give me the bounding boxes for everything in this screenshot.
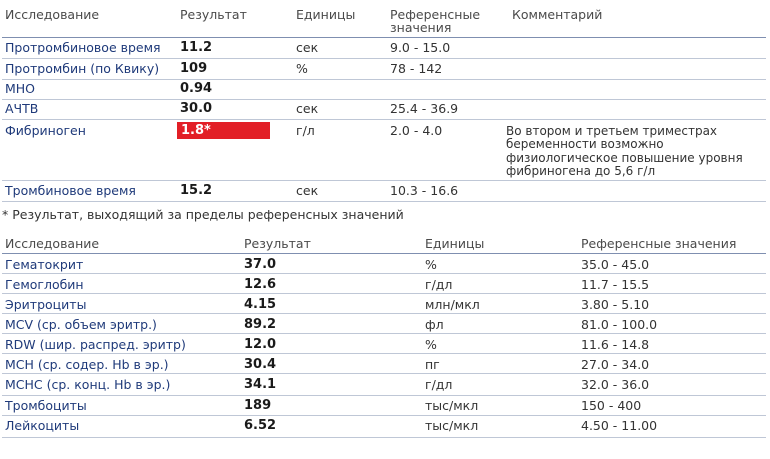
coag-row-divider	[2, 99, 766, 100]
blood-row-name: Эритроциты	[5, 297, 87, 312]
coag-row-ref: 25.4 - 36.9	[390, 101, 459, 116]
coag-comment-line: физиологическое повышение уровня	[506, 151, 743, 165]
coag-row-unit: г/л	[296, 123, 315, 138]
coag-header-ref-line2: значения	[390, 20, 452, 35]
blood-row-ref: 35.0 - 45.0	[581, 257, 650, 272]
blood-row-divider	[2, 395, 766, 396]
blood-row-value: 30.4	[244, 357, 277, 372]
blood-row-ref: 11.7 - 15.5	[581, 277, 650, 292]
coag-row-name: Тромбиновое время	[5, 183, 136, 198]
blood-row-unit: тыс/мкл	[425, 398, 479, 413]
coag-row-divider	[2, 201, 766, 202]
blood-row-name: MCH (ср. содер. Hb в эр.)	[5, 357, 169, 372]
coag-row-divider	[2, 119, 766, 120]
coag-row-unit: сек	[296, 40, 319, 55]
blood-row-name: MCV (ср. объем эритр.)	[5, 317, 157, 332]
blood-row-value: 4.15	[244, 297, 277, 312]
coag-row-unit: сек	[296, 101, 319, 116]
blood-row-ref: 11.6 - 14.8	[581, 337, 650, 352]
blood-row-ref: 81.0 - 100.0	[581, 317, 658, 332]
blood-row-unit: тыс/мкл	[425, 418, 479, 433]
blood-row-unit: пг	[425, 357, 440, 372]
blood-row-value: 37.0	[244, 257, 277, 272]
blood-row-divider	[2, 273, 766, 274]
blood-row-name: MCHC (ср. конц. Hb в эр.)	[5, 377, 171, 392]
blood-row-value: 34.1	[244, 377, 277, 392]
blood-row-value: 89.2	[244, 317, 277, 332]
blood-row-unit: %	[425, 257, 437, 272]
blood-row-ref: 32.0 - 36.0	[581, 377, 650, 392]
blood-row-ref: 150 - 400	[581, 398, 642, 413]
blood-row-unit: г/дл	[425, 277, 453, 292]
coag-row-name: АЧТВ	[5, 101, 39, 116]
blood-row-unit: г/дл	[425, 377, 453, 392]
coag-comment-line: беременности возможно	[506, 137, 664, 151]
coag-row-unit: %	[296, 61, 308, 76]
coag-row-name: Протромбиновое время	[5, 40, 161, 55]
blood-row-divider	[2, 373, 766, 374]
blood-row-divider	[2, 333, 766, 334]
blood-row-divider	[2, 353, 766, 354]
coag-row-value: 0.94	[180, 81, 213, 96]
coag-header-comment: Комментарий	[512, 7, 603, 22]
blood-row-value: 6.52	[244, 418, 277, 433]
coag-row-unit: сек	[296, 183, 319, 198]
coag-header-ref-line1: Референсные	[390, 7, 481, 22]
blood-row-value: 189	[244, 398, 272, 413]
coag-row-value: 11.2	[180, 40, 213, 55]
blood-row-value: 12.6	[244, 277, 277, 292]
blood-row-name: Гематокрит	[5, 257, 84, 272]
coag-row-name: МНО	[5, 81, 36, 96]
coag-row-ref: 2.0 - 4.0	[390, 123, 443, 138]
coag-header-result: Результат	[180, 7, 247, 22]
coag-row-value: 109	[180, 61, 208, 76]
blood-row-ref: 27.0 - 34.0	[581, 357, 650, 372]
blood-row-ref: 4.50 - 11.00	[581, 418, 658, 433]
coag-row-ref: 10.3 - 16.6	[390, 183, 459, 198]
blood-row-unit: %	[425, 337, 437, 352]
coag-row-ref: 78 - 142	[390, 61, 443, 76]
blood-row-divider	[2, 313, 766, 314]
blood-row-value: 12.0	[244, 337, 277, 352]
coag-header-units: Единицы	[296, 7, 356, 22]
coag-row-ref: 9.0 - 15.0	[390, 40, 451, 55]
coag-row-name: Фибриноген	[5, 123, 86, 138]
blood-header-units: Единицы	[425, 236, 485, 251]
coag-header-test: Исследование	[5, 7, 100, 22]
coag-row-name: Протромбин (по Квику)	[5, 61, 160, 76]
blood-row-divider	[2, 415, 766, 416]
coag-comment-line: фибриногена до 5,6 г/л	[506, 164, 656, 178]
blood-row-ref: 3.80 - 5.10	[581, 297, 650, 312]
coag-row-divider	[2, 180, 766, 181]
blood-header-ref: Референсные значения	[581, 236, 737, 251]
blood-row-name: RDW (шир. распред. эритр)	[5, 337, 186, 352]
blood-row-unit: млн/мкл	[425, 297, 480, 312]
coag-row-divider	[2, 79, 766, 80]
coag-row-value: 15.2	[180, 183, 213, 198]
coag-row-value: 30.0	[180, 101, 213, 116]
footnote: * Результат, выходящий за пределы референсных значений	[2, 207, 404, 222]
coag-comment-line: Во втором и третьем триместрах	[506, 124, 718, 138]
coag-header-rule	[2, 37, 766, 38]
blood-header-result: Результат	[244, 236, 311, 251]
blood-row-unit: фл	[425, 317, 444, 332]
blood-row-name: Лейкоциты	[5, 418, 80, 433]
blood-header-test: Исследование	[5, 236, 100, 251]
flagged-value-badge: 1.8*	[177, 122, 270, 139]
blood-header-rule	[2, 253, 766, 254]
blood-row-divider	[2, 437, 766, 438]
blood-row-divider	[2, 293, 766, 294]
coag-row-divider	[2, 58, 766, 59]
blood-row-name: Тромбоциты	[5, 398, 87, 413]
blood-row-name: Гемоглобин	[5, 277, 84, 292]
